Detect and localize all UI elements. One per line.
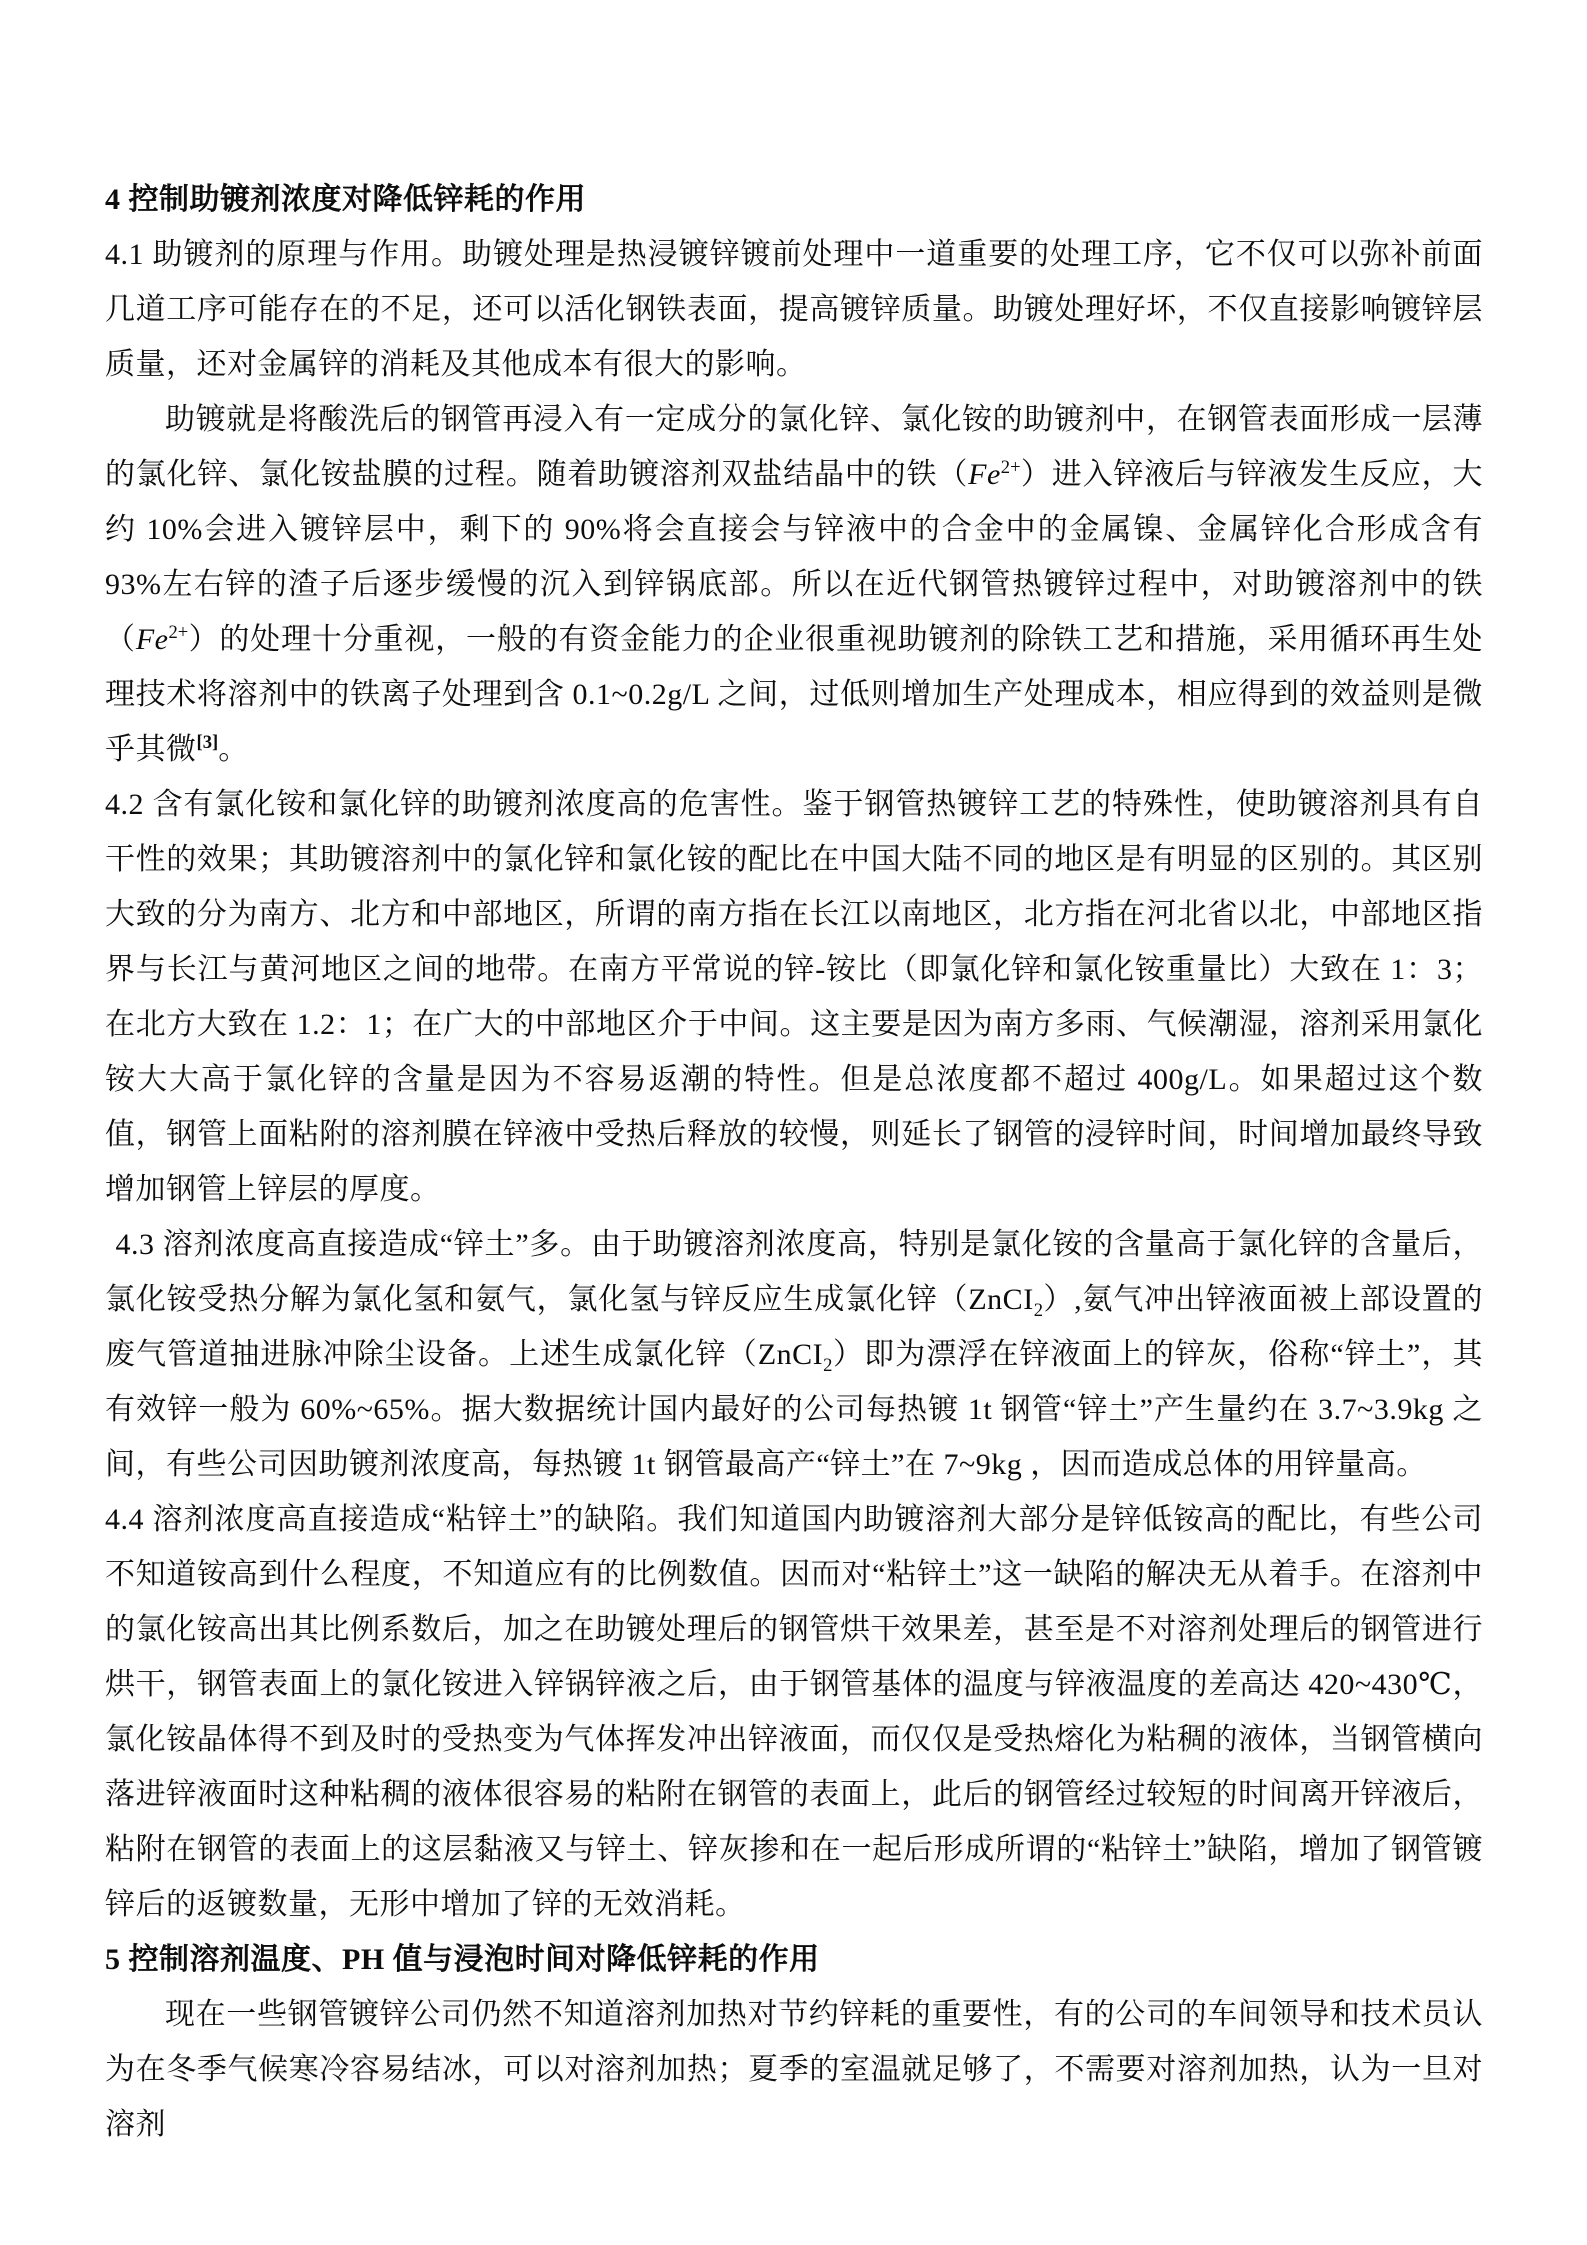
text-segment: Fe bbox=[135, 623, 169, 656]
text-segment: ）进入锌液后与锌液发生反应，大约 10%会进入镀锌层中，剩下的 90%将会直接会与锌液中的合金中的金属镍、金属锌化合形成含有 93%左右锌的渣子后逐步缓慢的沉入到锌锅底部。所以在近代钢管热镀锌过程中，对助镀溶剂中的铁（ bbox=[105, 458, 1483, 656]
text-segment: 4.3 溶剂浓度高直接造成“锌土”多。由于助镀溶剂浓度高，特别是氯化铵的含量高于氯化锌的含量后，氯化铵受热分解为氯化氢和氨气，氯化氢与锌反应生成氯化锌（ZnCI bbox=[105, 1228, 1483, 1316]
text-segment: ）,氨气冲出锌液面被上部设置的废气管道抽进脉冲除尘设备。上述生成氯化锌（ZnCI bbox=[105, 1283, 1483, 1371]
document-body bbox=[105, 172, 1483, 2152]
text-segment: 4.4 溶剂浓度高直接造成“粘锌土”的缺陷。我们知道国内助镀溶剂大部分是锌低铵高的配比，有些公司不知道铵高到什么程度，不知道应有的比例数值。因而对“粘锌土”这一缺陷的解决无从着手。在溶剂中的氯化铵高出其比例系数后，加之在助镀处理后的钢管烘干效果差，甚至是不对溶剂处理后的钢管进行烘干，钢管表面上的氯化铵进入锌锅锌液之后，由于钢管基体的温度与锌液温度的差高达 420~430℃，氯化铵晶体得不到及时的受热变为气体挥发冲出锌液面，而仅仅是受热熔化为粘稠的液体，当钢管横向落进锌液面时这种粘稠的液体很容易的粘附在钢管的表面上，此后的钢管经过较短的时间离开锌液后，粘附在钢管的表面上的这层黏液又与锌土、锌灰掺和在一起后形成所谓的“粘锌土”缺陷，增加了钢管镀锌后的返镀数量，无形中增加了锌的无效消耗。 bbox=[105, 1503, 1483, 1921]
text-segment: 现在一些钢管镀锌公司仍然不知道溶剂加热对节约锌耗的重要性，有的公司的车间领导和技术员认为在冬季气候寒冷容易结冰，可以对溶剂加热；夏季的室温就足够了，不需要对溶剂加热，认为一旦对溶剂 bbox=[105, 1998, 1483, 2141]
text-segment: 4 控制助镀剂浓度对降低锌耗的作用 bbox=[105, 183, 586, 216]
section-4-heading bbox=[105, 172, 1483, 227]
text-segment: 2 bbox=[823, 1355, 833, 1376]
para-4-1-flux-principle bbox=[105, 227, 1483, 392]
text-segment: 4.2 含有氯化铵和氯化锌的助镀剂浓度高的危害性。鉴于钢管热镀锌工艺的特殊性，使助镀溶剂具有自干性的效果；其助镀溶剂中的氯化锌和氯化铵的配比在中国大陆不同的地区是有明显的区别的。其区别大致的分为南方、北方和中部地区，所谓的南方指在长江以南地区，北方指在河北省以北，中部地区指界与长江与黄河地区之间的地带。在南方平常说的锌-铵比（即氯化锌和氯化铵重量比）大致在 1：3；在北方大致在 1.2：1；在广大的中部地区介于中间。这主要是因为南方多雨、气候潮湿，溶剂采用氯化铵大大高于氯化锌的含量是因为不容易返潮的特性。但是总浓度都不超过 400g/L。如果超过这个数值，钢管上面粘附的溶剂膜在锌液中受热后释放的较慢，则延长了钢管的浸锌时间，时间增加最终导致增加钢管上锌层的厚度。 bbox=[105, 788, 1483, 1206]
text-segment: 助镀就是将酸洗后的钢管再浸入有一定成分的氯化锌、氯化铵的助镀剂中，在钢管表面形成一层薄的氯化锌、氯化铵盐膜的过程。随着助镀溶剂双盐结晶中的铁（ bbox=[105, 403, 1483, 491]
para-5-intro-solution-heating bbox=[105, 1987, 1483, 2152]
text-segment: 2+ bbox=[1000, 457, 1021, 478]
text-segment: 。 bbox=[218, 733, 249, 766]
text-segment: 4.1 助镀剂的原理与作用。助镀处理是热浸镀锌镀前处理中一道重要的处理工序，它不仅可以弥补前面几道工序可能存在的不足，还可以活化钢铁表面，提高镀锌质量。助镀处理好坏，不仅直接影响镀锌层质量，还对金属锌的消耗及其他成本有很大的影响。 bbox=[105, 238, 1483, 381]
para-4-4-sticky-zinc-dust bbox=[105, 1492, 1483, 1932]
section-5-heading bbox=[105, 1932, 1483, 1987]
text-segment: ）的处理十分重视，一般的有资金能力的企业很重视助镀剂的除铁工艺和措施，采用循环再生处理技术将溶剂中的铁离子处理到含 0.1~0.2g/L 之间，过低则增加生产处理成本，相应得到的效益则是微乎其微 bbox=[105, 623, 1483, 766]
text-segment: [3] bbox=[196, 732, 219, 753]
para-4-3-zinc-dust bbox=[105, 1217, 1483, 1492]
text-segment: Fe bbox=[968, 458, 1001, 491]
para-4-2-high-concentration-harm bbox=[105, 777, 1483, 1217]
text-segment: 2 bbox=[1033, 1300, 1043, 1321]
para-fluxing-process bbox=[105, 392, 1483, 777]
text-segment: 2+ bbox=[168, 622, 189, 643]
text-segment: ）即为漂浮在锌液面上的锌灰，俗称“锌土”，其有效锌一般为 60%~65%。据大数据统计国内最好的公司每热镀 1t 钢管“锌土”产生量约在 3.7~3.9kg 之间，有些公司因助镀剂浓度高，每热镀 1t 钢管最高产“锌土”在 7~9kg ，因而造成总体的用锌量高。 bbox=[105, 1338, 1483, 1481]
text-segment: 5 控制溶剂温度、PH 值与浸泡时间对降低锌耗的作用 bbox=[105, 1943, 820, 1976]
